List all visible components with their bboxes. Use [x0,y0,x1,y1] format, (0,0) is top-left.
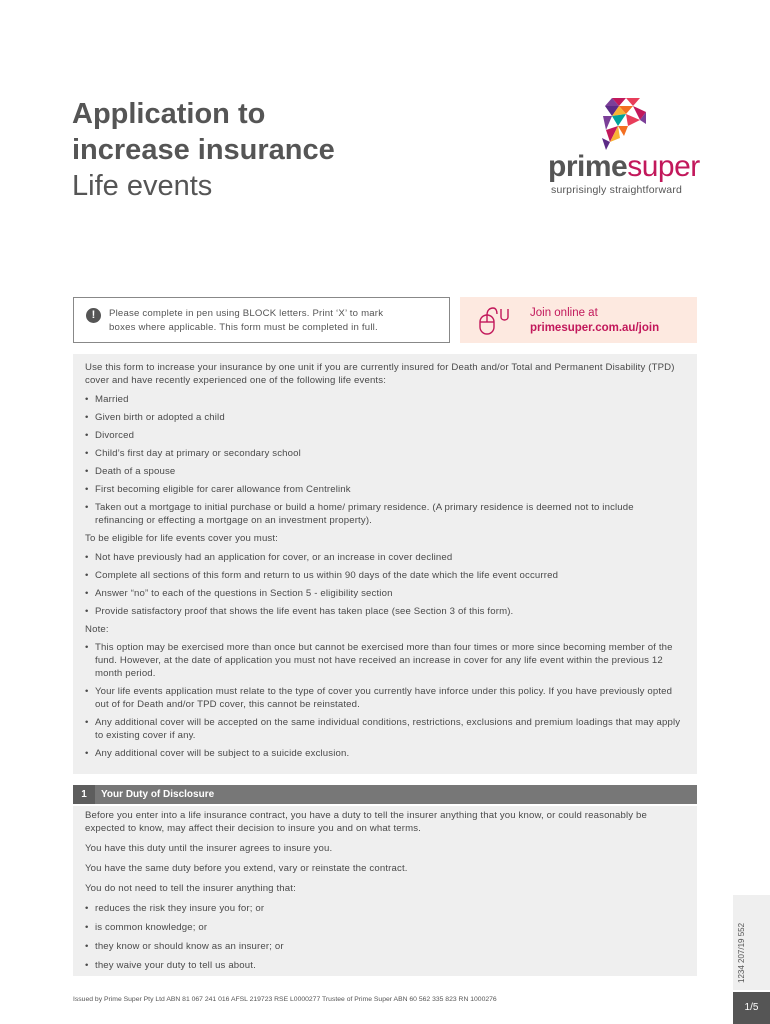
list-item: • Divorced [85,429,685,442]
join-label: Join online at [530,307,598,319]
list-item: • Complete all sections of this form and return to us within 90 days of the date which the life event occurred [85,569,685,582]
form-code: 1234 207/19 552 [737,922,746,983]
join-online-banner[interactable] [460,297,697,343]
intro-section [73,354,697,774]
list-item: • they waive your duty to tell us about. [85,959,685,972]
notice-text: Please complete in pen using BLOCK letters. Print ‘X’ to mark boxes where applicable. This form must be completed in full. [109,308,384,333]
page-title-line2: increase insurance [72,134,335,166]
page-number: 1/5 [733,992,770,1024]
page-subtitle: Life events [72,170,213,202]
prime-super-logo [548,98,700,198]
life-events-list [85,393,685,527]
join-link[interactable]: primesuper.com.au/join [530,322,660,334]
list-item: • is common knowledge; or [85,921,685,934]
section-title: Your Duty of Disclosure [101,789,215,800]
list-item: • Taken out a mortgage to initial purchase or build a home/ primary residence. (A primary residence is deemed not to include refinancing or effecting a mortgage on an investment property). [85,501,685,527]
list-item: • Given birth or adopted a child [85,411,685,424]
list-item: • Answer “no” to each of the questions in Section 5 - eligibility section [85,587,685,600]
footer-issuer: Issued by Prime Super Pty Ltd ABN 81 067 241 016 AFSL 219723 RSE L0000277 Trustee of Prime Super ABN 60 562 335 823 RN 1000276 [73,996,497,1003]
list-item: • Any additional cover will be subject to a suicide exclusion. [85,747,685,760]
note-label: Note: [85,624,109,635]
notes-list [85,641,685,760]
eligibility-list [85,551,685,618]
list-item: • First becoming eligible for carer allowance from Centrelink [85,483,685,496]
duty-exceptions-list [85,902,685,972]
duty-of-disclosure-body [73,806,697,976]
side-strip [733,895,770,990]
page-title-line1: Application to [72,98,266,130]
duty-paragraph: You have the same duty before you extend, vary or reinstate the contract. [85,863,408,874]
list-item: • reduces the risk they insure you for; or [85,902,685,915]
duty-paragraph: Before you enter into a life insurance contract, you have a duty to tell the insurer anything that you know, or could reasonably be expected to know, may affect their decision to insure you and on what terms. [85,810,648,834]
list-item: • Married [85,393,685,406]
duty-paragraph: You have this duty until the insurer agrees to insure you. [85,843,333,854]
list-item: • Death of a spouse [85,465,685,478]
duty-paragraph: You do not need to tell the insurer anything that: [85,883,296,894]
list-item: • Your life events application must relate to the type of cover you currently have inforce under this policy. If you have previously opted out of for Death and/or TPD cover, this cannot be reinstated. [85,685,685,711]
section-1-header [73,785,697,804]
list-item: • Provide satisfactory proof that shows the life event has taken place (see Section 3 of this form). [85,605,685,618]
list-item: • Child’s first day at primary or secondary school [85,447,685,460]
logo-wordmark: primesuper [548,150,700,183]
list-item: • they know or should know as an insurer; or [85,940,685,953]
list-item: • Any additional cover will be accepted on the same individual conditions, restrictions, exclusions and premium loadings that may apply to existing cover if any. [85,716,685,742]
prime-super-p-logo-icon [598,98,648,150]
instructions-notice [73,297,450,343]
mouse-icon [478,305,510,335]
logo-tagline: surprisingly straightforward [551,184,683,196]
intro-lead: Use this form to increase your insurance by one unit if you are currently insured for Death and/or Total and Permanent Disability (TPD) cover and have recently experienced one of the following life events: [85,362,675,386]
exclamation-icon: ! [86,308,101,323]
eligibility-lead: To be eligible for life events cover you must: [85,533,279,544]
section-number: 1 [73,785,95,804]
list-item: • This option may be exercised more than once but cannot be exercised more than four times or more since becoming member of the fund. However, at the date of application you must not have received an increase in cover for any life event within the previous 12 month period. [85,641,685,680]
list-item: • Not have previously had an application for cover, or an increase in cover declined [85,551,685,564]
